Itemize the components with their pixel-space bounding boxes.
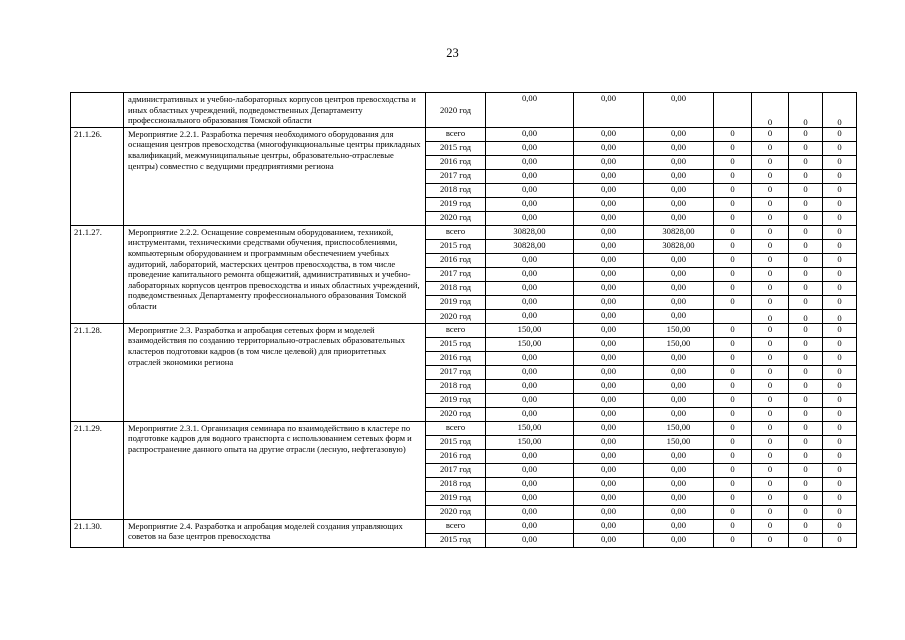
value-cell: 0 <box>714 407 752 421</box>
value-cell: 0 <box>714 239 752 253</box>
value-cell: 0 <box>823 239 857 253</box>
table-row <box>71 225 857 239</box>
value-cell: 0,00 <box>486 183 574 197</box>
value-cell: 0,00 <box>486 533 574 547</box>
value-cell: 0 <box>823 253 857 267</box>
table-row <box>71 323 857 337</box>
row-code: 21.1.28. <box>71 323 124 421</box>
value-cell: 0 <box>789 449 823 463</box>
value-cell: 0 <box>789 533 823 547</box>
value-cell: 0 <box>823 491 857 505</box>
value-cell: 0 <box>789 267 823 281</box>
value-cell: 0 <box>789 519 823 533</box>
value-cell: 0,00 <box>644 449 714 463</box>
period-cell: 2017 год <box>426 463 486 477</box>
value-cell: 0 <box>823 295 857 309</box>
value-cell: 0 <box>752 421 789 435</box>
value-cell <box>714 93 752 128</box>
value-cell: 0 <box>714 281 752 295</box>
value-cell: 0 <box>823 449 857 463</box>
value-cell: 0,00 <box>644 309 714 323</box>
value-cell: 0,00 <box>486 477 574 491</box>
value-cell: 0 <box>714 155 752 169</box>
value-cell: 0 <box>714 449 752 463</box>
value-cell: 0,00 <box>486 379 574 393</box>
period-cell: всего <box>426 421 486 435</box>
value-cell: 0 <box>752 197 789 211</box>
value-cell: 0 <box>752 407 789 421</box>
table-row <box>71 127 857 141</box>
value-cell: 0,00 <box>486 93 574 128</box>
value-cell: 0 <box>752 533 789 547</box>
value-cell: 0,00 <box>486 169 574 183</box>
value-cell: 0 <box>789 351 823 365</box>
value-cell: 0,00 <box>486 365 574 379</box>
value-cell: 0 <box>823 435 857 449</box>
value-cell: 0,00 <box>574 295 644 309</box>
value-cell: 0,00 <box>644 519 714 533</box>
activity-description: Мероприятие 2.2.2. Оснащение современным оборудованием, техникой, инструментами, техническими средствами обучения, приспособлениями, компьютерным оборудованием и программным обеспечением учебных аудиторий, лабораторий, мастерских центров превосходства, в том числе проведение капитального ремонта общежитий, административных и учебно-лабораторных корпусов центров превосходства и иных областных учреждений, подведомственных Департаменту профессионального образования Томской области <box>124 225 426 323</box>
value-cell: 0,00 <box>486 393 574 407</box>
value-cell: 0,00 <box>574 225 644 239</box>
value-cell: 0,00 <box>644 295 714 309</box>
period-cell: 2015 год <box>426 337 486 351</box>
value-cell: 0 <box>823 141 857 155</box>
value-cell: 0,00 <box>644 491 714 505</box>
value-cell: 0,00 <box>574 477 644 491</box>
value-cell: 0 <box>752 393 789 407</box>
value-cell: 0 <box>789 183 823 197</box>
period-cell: 2016 год <box>426 449 486 463</box>
value-cell: 0,00 <box>644 267 714 281</box>
value-cell: 0,00 <box>486 519 574 533</box>
value-cell: 0 <box>789 463 823 477</box>
value-cell: 0,00 <box>574 337 644 351</box>
period-cell: всего <box>426 323 486 337</box>
value-cell: 0 <box>714 267 752 281</box>
period-cell: 2017 год <box>426 267 486 281</box>
value-cell: 0,00 <box>644 379 714 393</box>
value-cell: 0 <box>823 281 857 295</box>
value-cell: 0 <box>752 323 789 337</box>
value-cell: 0 <box>752 491 789 505</box>
activity-description: Мероприятие 2.2.1. Разработка перечня необходимого оборудования для оснащения центров превосходства (многофункциональные центры прикладных квалификаций, межмуниципальные центры, образовательно-отраслевые центры) совместно с ведущими предприятиями региона <box>124 127 426 225</box>
value-cell: 0,00 <box>574 141 644 155</box>
value-cell: 0,00 <box>574 379 644 393</box>
value-cell: 0 <box>789 141 823 155</box>
value-cell: 0 <box>752 155 789 169</box>
value-cell: 0,00 <box>574 253 644 267</box>
value-cell: 0 <box>823 463 857 477</box>
value-cell: 0 <box>714 295 752 309</box>
value-cell: 0,00 <box>574 267 644 281</box>
value-cell: 0 <box>789 323 823 337</box>
value-cell: 0 <box>714 421 752 435</box>
value-cell: 0,00 <box>574 533 644 547</box>
value-cell: 0,00 <box>486 351 574 365</box>
table-row <box>71 519 857 533</box>
value-cell: 30828,00 <box>644 239 714 253</box>
budget-table <box>70 92 857 548</box>
value-cell: 0 <box>714 435 752 449</box>
period-cell: 2020 год <box>426 93 486 128</box>
value-cell: 0 <box>752 365 789 379</box>
value-cell: 0 <box>823 477 857 491</box>
value-cell: 0,00 <box>644 351 714 365</box>
value-cell: 0 <box>714 393 752 407</box>
period-cell: 2019 год <box>426 295 486 309</box>
value-cell: 0 <box>714 141 752 155</box>
period-cell: 2019 год <box>426 393 486 407</box>
value-cell: 0,00 <box>486 127 574 141</box>
value-cell: 0,00 <box>644 93 714 128</box>
period-cell: 2015 год <box>426 239 486 253</box>
period-cell: 2018 год <box>426 379 486 393</box>
value-cell: 0 <box>752 505 789 519</box>
value-cell: 0 <box>752 435 789 449</box>
value-cell: 0,00 <box>574 127 644 141</box>
value-cell: 150,00 <box>644 421 714 435</box>
period-cell: 2018 год <box>426 281 486 295</box>
value-cell: 0,00 <box>574 169 644 183</box>
value-cell: 0,00 <box>486 407 574 421</box>
value-cell: 0 <box>823 93 857 128</box>
value-cell: 0 <box>752 267 789 281</box>
value-cell: 0,00 <box>644 253 714 267</box>
value-cell: 0,00 <box>574 393 644 407</box>
value-cell: 0 <box>752 281 789 295</box>
value-cell: 0,00 <box>574 365 644 379</box>
period-cell: всего <box>426 127 486 141</box>
value-cell: 150,00 <box>486 435 574 449</box>
value-cell: 0 <box>789 197 823 211</box>
value-cell: 0,00 <box>574 435 644 449</box>
value-cell: 0,00 <box>644 407 714 421</box>
value-cell: 0,00 <box>486 491 574 505</box>
value-cell: 0 <box>823 127 857 141</box>
period-cell: 2020 год <box>426 505 486 519</box>
value-cell: 0 <box>752 93 789 128</box>
period-cell: 2019 год <box>426 197 486 211</box>
period-cell: 2016 год <box>426 155 486 169</box>
value-cell: 0 <box>752 127 789 141</box>
value-cell: 0,00 <box>574 505 644 519</box>
value-cell: 0 <box>714 505 752 519</box>
value-cell: 0 <box>823 183 857 197</box>
value-cell: 0 <box>823 337 857 351</box>
value-cell: 0,00 <box>644 169 714 183</box>
period-cell: 2018 год <box>426 183 486 197</box>
activity-description: административных и учебно-лабораторных корпусов центров превосходства и иных областных учреждений, подведомственных Департаменту профессионального образования Томской области <box>124 93 426 128</box>
value-cell: 0 <box>823 323 857 337</box>
value-cell: 0,00 <box>486 295 574 309</box>
value-cell: 0,00 <box>486 281 574 295</box>
value-cell: 0 <box>752 141 789 155</box>
value-cell: 0 <box>752 463 789 477</box>
value-cell: 0 <box>823 421 857 435</box>
value-cell: 0 <box>714 351 752 365</box>
value-cell: 0 <box>714 211 752 225</box>
value-cell: 30828,00 <box>644 225 714 239</box>
value-cell: 0 <box>752 239 789 253</box>
value-cell: 0 <box>789 239 823 253</box>
value-cell: 0 <box>714 379 752 393</box>
value-cell: 0 <box>752 477 789 491</box>
value-cell: 0 <box>823 211 857 225</box>
period-cell: 2020 год <box>426 309 486 323</box>
value-cell: 0 <box>752 519 789 533</box>
value-cell: 150,00 <box>644 337 714 351</box>
value-cell: 0 <box>789 491 823 505</box>
value-cell: 0 <box>789 393 823 407</box>
value-cell: 0,00 <box>644 211 714 225</box>
value-cell: 0,00 <box>644 141 714 155</box>
value-cell: 0,00 <box>574 421 644 435</box>
value-cell: 0 <box>789 435 823 449</box>
period-cell: 2016 год <box>426 351 486 365</box>
value-cell: 0,00 <box>574 519 644 533</box>
period-cell: 2020 год <box>426 211 486 225</box>
value-cell: 0,00 <box>644 505 714 519</box>
period-cell: 2020 год <box>426 407 486 421</box>
value-cell: 0,00 <box>644 365 714 379</box>
value-cell: 0 <box>752 211 789 225</box>
value-cell: 0,00 <box>486 463 574 477</box>
value-cell: 0 <box>752 449 789 463</box>
value-cell: 0 <box>823 505 857 519</box>
value-cell: 0 <box>823 379 857 393</box>
value-cell: 0 <box>823 533 857 547</box>
value-cell: 0 <box>789 365 823 379</box>
value-cell: 0,00 <box>644 477 714 491</box>
table-row <box>71 421 857 435</box>
value-cell: 0 <box>789 407 823 421</box>
value-cell: 0,00 <box>486 505 574 519</box>
value-cell: 0 <box>714 323 752 337</box>
value-cell: 0,00 <box>574 491 644 505</box>
value-cell: 0 <box>789 93 823 128</box>
value-cell: 0,00 <box>486 211 574 225</box>
value-cell: 0 <box>752 295 789 309</box>
value-cell: 0,00 <box>574 155 644 169</box>
value-cell: 0,00 <box>644 155 714 169</box>
value-cell: 0 <box>789 169 823 183</box>
value-cell: 0 <box>714 225 752 239</box>
value-cell: 0,00 <box>574 407 644 421</box>
value-cell: 0,00 <box>644 533 714 547</box>
value-cell: 0 <box>714 169 752 183</box>
value-cell: 0,00 <box>574 281 644 295</box>
value-cell: 0 <box>714 183 752 197</box>
value-cell: 0 <box>714 463 752 477</box>
value-cell: 0 <box>823 225 857 239</box>
value-cell: 0,00 <box>574 449 644 463</box>
value-cell: 0 <box>714 197 752 211</box>
value-cell: 0 <box>823 351 857 365</box>
value-cell: 0 <box>714 337 752 351</box>
period-cell: 2015 год <box>426 435 486 449</box>
value-cell: 0,00 <box>574 93 644 128</box>
value-cell: 30828,00 <box>486 239 574 253</box>
value-cell: 0 <box>714 253 752 267</box>
value-cell: 150,00 <box>486 421 574 435</box>
value-cell: 0,00 <box>486 449 574 463</box>
value-cell: 0 <box>789 337 823 351</box>
value-cell: 150,00 <box>644 435 714 449</box>
value-cell: 0 <box>789 225 823 239</box>
value-cell: 0 <box>714 477 752 491</box>
period-cell: 2017 год <box>426 365 486 379</box>
value-cell: 0 <box>789 421 823 435</box>
value-cell: 0 <box>714 491 752 505</box>
value-cell: 0,00 <box>644 463 714 477</box>
period-cell: всего <box>426 225 486 239</box>
value-cell: 0,00 <box>644 393 714 407</box>
value-cell: 0 <box>823 393 857 407</box>
period-cell: 2017 год <box>426 169 486 183</box>
value-cell: 0,00 <box>486 267 574 281</box>
value-cell: 0 <box>823 309 857 323</box>
row-code: 21.1.27. <box>71 225 124 323</box>
value-cell: 0,00 <box>486 155 574 169</box>
value-cell: 0 <box>752 351 789 365</box>
value-cell: 0 <box>789 127 823 141</box>
value-cell: 0,00 <box>574 463 644 477</box>
period-cell: 2018 год <box>426 477 486 491</box>
value-cell: 0 <box>823 197 857 211</box>
value-cell: 30828,00 <box>486 225 574 239</box>
value-cell: 0 <box>823 169 857 183</box>
table-row <box>71 93 857 128</box>
activity-description: Мероприятие 2.3.1. Организация семинара по взаимодействию в кластере по подготовке кадров для водного транспорта с использованием сетевых форм и распространение данного опыта на другие отрасли (лесную, нефтегазовую) <box>124 421 426 519</box>
value-cell: 0,00 <box>644 183 714 197</box>
value-cell: 0,00 <box>574 197 644 211</box>
row-code: 21.1.29. <box>71 421 124 519</box>
value-cell: 0 <box>752 183 789 197</box>
value-cell: 0 <box>752 309 789 323</box>
value-cell: 0,00 <box>644 197 714 211</box>
period-cell: 2015 год <box>426 141 486 155</box>
value-cell: 150,00 <box>486 323 574 337</box>
value-cell: 0 <box>789 505 823 519</box>
value-cell: 0,00 <box>574 309 644 323</box>
value-cell: 0,00 <box>486 197 574 211</box>
page-number: 23 <box>446 46 459 60</box>
value-cell: 0,00 <box>574 239 644 253</box>
period-cell: 2015 год <box>426 533 486 547</box>
value-cell: 0 <box>823 407 857 421</box>
value-cell: 0 <box>752 253 789 267</box>
value-cell: 0,00 <box>486 141 574 155</box>
value-cell: 0 <box>714 365 752 379</box>
period-cell: 2019 год <box>426 491 486 505</box>
value-cell: 0 <box>789 155 823 169</box>
value-cell: 0 <box>752 169 789 183</box>
value-cell: 0 <box>789 295 823 309</box>
activity-description: Мероприятие 2.4. Разработка и апробация моделей создания управляющих советов на базе центров превосходства <box>124 519 426 547</box>
row-code: 21.1.26. <box>71 127 124 225</box>
row-code: 21.1.30. <box>71 519 124 547</box>
value-cell: 0 <box>714 533 752 547</box>
value-cell: 0 <box>714 519 752 533</box>
value-cell: 0 <box>789 281 823 295</box>
value-cell: 0,00 <box>574 183 644 197</box>
value-cell: 0 <box>789 309 823 323</box>
row-code <box>71 93 124 128</box>
value-cell: 0 <box>789 477 823 491</box>
value-cell: 0 <box>789 379 823 393</box>
value-cell: 0,00 <box>486 309 574 323</box>
value-cell: 0 <box>823 519 857 533</box>
value-cell: 0 <box>752 337 789 351</box>
value-cell: 0 <box>823 267 857 281</box>
value-cell <box>714 309 752 323</box>
value-cell: 0 <box>714 127 752 141</box>
value-cell: 0 <box>752 225 789 239</box>
value-cell: 0 <box>823 365 857 379</box>
value-cell: 0 <box>823 155 857 169</box>
value-cell: 0 <box>789 211 823 225</box>
value-cell: 0,00 <box>574 323 644 337</box>
value-cell: 0,00 <box>574 351 644 365</box>
value-cell: 150,00 <box>644 323 714 337</box>
value-cell: 150,00 <box>486 337 574 351</box>
value-cell: 0,00 <box>486 253 574 267</box>
period-cell: всего <box>426 519 486 533</box>
value-cell: 0 <box>752 379 789 393</box>
period-cell: 2016 год <box>426 253 486 267</box>
value-cell: 0,00 <box>574 211 644 225</box>
value-cell: 0,00 <box>644 127 714 141</box>
value-cell: 0 <box>789 253 823 267</box>
value-cell: 0,00 <box>644 281 714 295</box>
activity-description: Мероприятие 2.3. Разработка и апробация сетевых форм и моделей взаимодействия по созданию территориально-отраслевых образовательных кластеров подготовки кадров (в том числе целевой) для приоритетных отраслей экономики региона <box>124 323 426 421</box>
